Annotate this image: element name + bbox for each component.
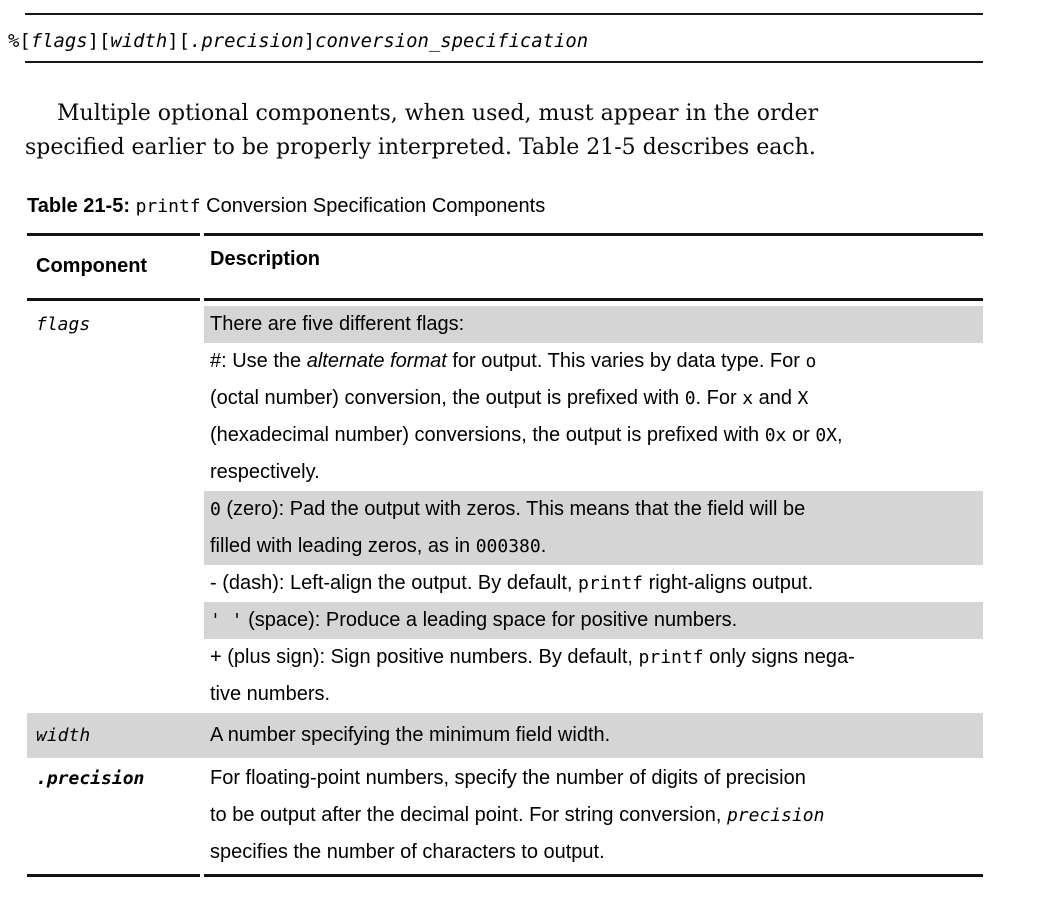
description-line: 0 (zero): Pad the output with zeros. This means that the field will be <box>210 498 806 520</box>
description-line: tive numbers. <box>210 683 331 705</box>
description-line: to be output after the decimal point. For string conversion, precision <box>210 804 825 826</box>
table-row-flags <box>27 306 983 713</box>
paragraph-line: specified earlier to be properly interpreted. Table 21-5 describes each. <box>25 135 816 160</box>
paragraph-line: Multiple optional components, when used, must appear in the order <box>57 101 819 126</box>
description-line: respectively. <box>210 461 320 483</box>
description-subrow <box>204 306 983 343</box>
description-line: (octal number) conversion, the output is prefixed with 0. For x and X <box>210 387 809 409</box>
format-specification-code-line: %[flags][width][.precision]conversion_specification <box>8 30 589 52</box>
description-line: (hexadecimal number) conversions, the output is prefixed with 0x or 0X, <box>210 424 843 446</box>
code-block-top-rule <box>25 13 983 15</box>
description-cell-width <box>204 713 983 758</box>
table-body <box>27 301 983 871</box>
description-line: specifies the number of characters to output. <box>210 841 605 863</box>
description-subrow <box>204 760 983 871</box>
component-cell-width: width <box>36 725 91 746</box>
description-line: For floating-point numbers, specify the number of digits of precision <box>210 767 806 789</box>
header-component: Component <box>36 255 148 277</box>
description-line: - (dash): Left-align the output. By default, printf right-aligns output. <box>210 572 814 594</box>
description-cell-precision <box>204 760 983 871</box>
table-row-precision <box>27 758 983 871</box>
component-cell-flags: flags <box>36 314 91 335</box>
description-line: A number specifying the minimum field width. <box>210 724 611 746</box>
description-line: ' ' (space): Produce a leading space for positive numbers. <box>210 609 738 631</box>
table-21-5 <box>27 233 983 877</box>
component-cell-precision: .precision <box>36 768 145 789</box>
description-line: #: Use the alternate format for output. This varies by data type. For o <box>210 350 817 372</box>
table-header-row <box>27 236 983 298</box>
description-subrow <box>204 602 983 639</box>
description-subrow <box>204 343 983 491</box>
table-header-rule <box>27 298 983 301</box>
table-row-width <box>27 713 983 758</box>
description-subrow <box>204 491 983 565</box>
description-line: There are five different flags: <box>210 313 465 335</box>
table-bottom-rule <box>27 874 983 877</box>
description-cell-flags <box>204 306 983 713</box>
description-line: filled with leading zeros, as in 000380. <box>210 535 547 557</box>
code-block-bottom-rule <box>25 61 983 63</box>
intro-paragraph <box>25 97 818 165</box>
description-subrow <box>204 713 983 758</box>
description-subrow <box>204 565 983 602</box>
table-caption: Table 21-5: printf Conversion Specification Components <box>27 195 546 217</box>
description-line: + (plus sign): Sign positive numbers. By default, printf only signs nega- <box>210 646 855 668</box>
description-subrow <box>204 639 983 713</box>
header-description: Description <box>210 248 321 270</box>
